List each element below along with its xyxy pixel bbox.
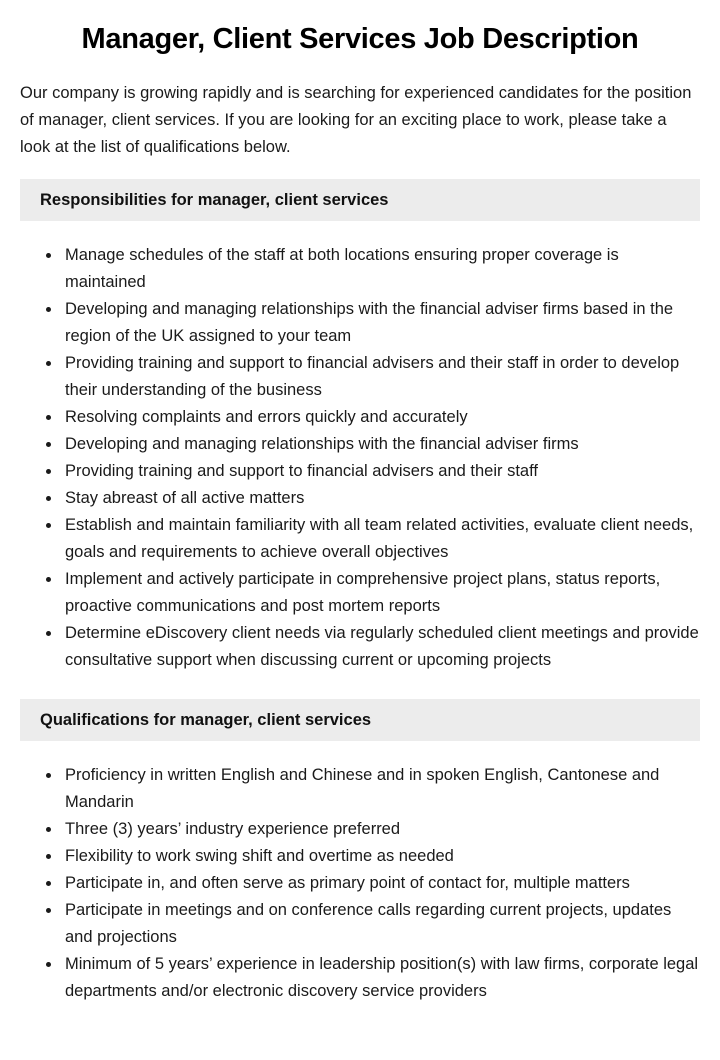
list-item: • Resolving complaints and errors quickly and accurately: [62, 404, 700, 431]
list-item: • Participate in, and often serve as primary point of contact for, multiple matters: [62, 870, 700, 897]
list-item: • Determine eDiscovery client needs via regularly scheduled client meetings and provide consultative support when discussing current or upcoming projects: [62, 620, 700, 674]
responsibilities-heading: Responsibilities for manager, client services: [20, 179, 700, 221]
list-item: • Stay abreast of all active matters: [62, 485, 700, 512]
list-item: • Participate in meetings and on conference calls regarding current projects, updates and projections: [62, 897, 700, 951]
job-description-document: [0, 22, 720, 1060]
list-item: • Providing training and support to financial advisers and their staff: [62, 458, 700, 485]
list-item: • Proficiency in written English and Chinese and in spoken English, Cantonese and Mandarin: [62, 762, 700, 816]
list-item: • Implement and actively participate in comprehensive project plans, status reports, proactive communications and post mortem reports: [62, 566, 700, 620]
page-title: Manager, Client Services Job Description: [81, 23, 639, 55]
list-item: • Manage schedules of the staff at both locations ensuring proper coverage is maintained: [62, 242, 700, 296]
responsibilities-list: [20, 242, 700, 674]
responsibilities-section: [20, 179, 700, 674]
list-item: • Developing and managing relationships with the financial adviser firms: [62, 431, 700, 458]
qualifications-heading: Qualifications for manager, client services: [20, 699, 700, 741]
intro-paragraph: Our company is growing rapidly and is searching for experienced candidates for the position of manager, client services. If you are looking for an exciting place to work, please take a look at the list of qualifications below.: [20, 84, 692, 156]
list-item: • Providing training and support to financial advisers and their staff in order to develop their understanding of the business: [62, 350, 700, 404]
qualifications-section: [20, 699, 700, 1005]
list-item: • Flexibility to work swing shift and overtime as needed: [62, 843, 700, 870]
list-item: • Minimum of 5 years’ experience in leadership position(s) with law firms, corporate legal departments and/or electronic discovery service providers: [62, 951, 700, 1005]
list-item: • Three (3) years’ industry experience preferred: [62, 816, 700, 843]
qualifications-list: [20, 762, 700, 1005]
list-item: • Establish and maintain familiarity with all team related activities, evaluate client needs, goals and requirements to achieve overall objectives: [62, 512, 700, 566]
list-item: • Developing and managing relationships with the financial adviser firms based in the region of the UK assigned to your team: [62, 296, 700, 350]
